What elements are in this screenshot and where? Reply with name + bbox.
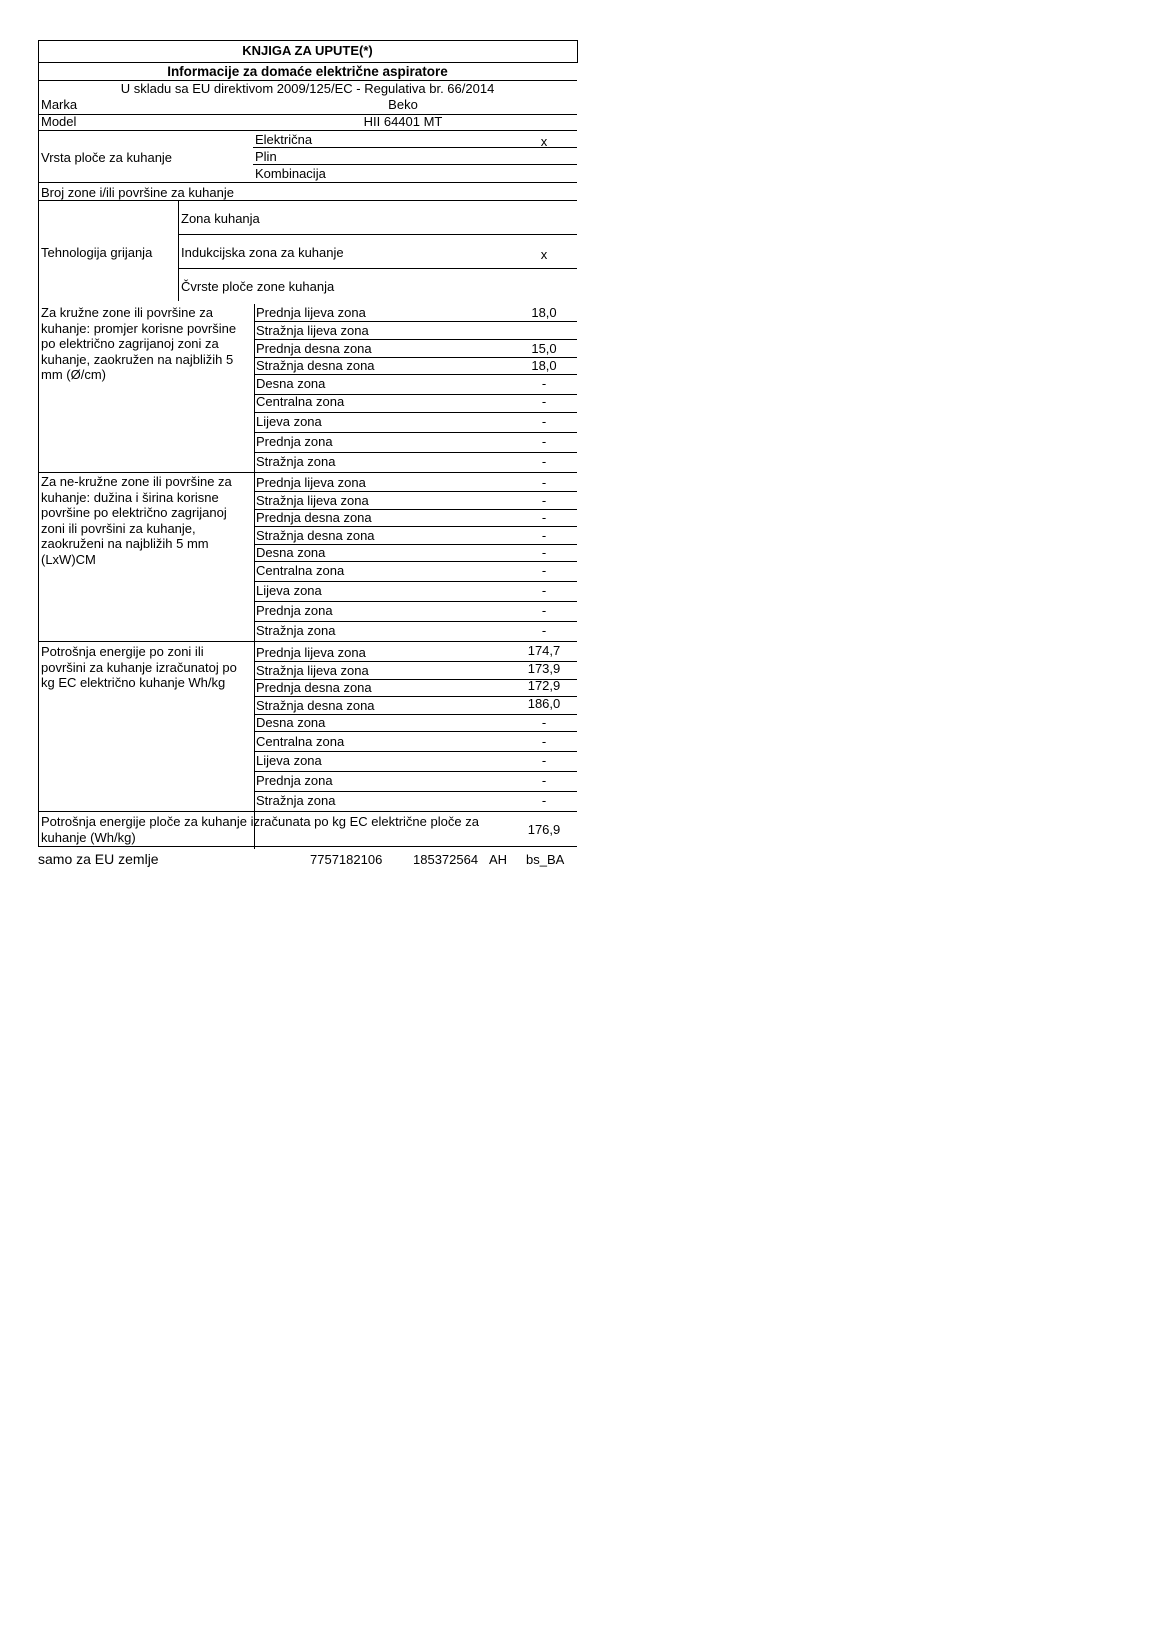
- footer-code: AH: [489, 852, 508, 867]
- directive-text: U skladu sa EU direktivom 2009/125/EC - Regulativa br. 66/2014: [120, 81, 495, 96]
- rule: [38, 641, 577, 642]
- energy-zone-label: Potrošnja energije po zoni ili površini za kuhanje izračunatoj po kg EC električno kuhanje Wh/kg: [41, 644, 237, 690]
- rule: [254, 339, 577, 340]
- zone-name: Stražnja zona: [256, 793, 336, 808]
- zone-name: Stražnja zona: [256, 623, 336, 638]
- rule: [38, 40, 39, 846]
- zone-value: -: [541, 773, 547, 788]
- zone-value: 18,0: [531, 305, 557, 320]
- footer-code: 7757182106: [310, 852, 383, 867]
- zone-value: -: [541, 603, 547, 618]
- rule: [38, 40, 577, 41]
- zone-value: -: [541, 434, 547, 449]
- zone-name: Lijeva zona: [256, 753, 322, 768]
- zone-value: -: [541, 753, 547, 768]
- rule: [38, 846, 577, 847]
- hob-type-option-label: Plin: [255, 149, 277, 164]
- rule: [254, 374, 577, 375]
- zone-name: Centralna zona: [256, 734, 345, 749]
- rule: [254, 452, 577, 453]
- zone-name: Stražnja lijeva zona: [256, 493, 369, 508]
- zone-name: Prednja desna zona: [256, 341, 372, 356]
- zone-value: -: [541, 528, 547, 543]
- rule: [254, 581, 577, 582]
- zone-value: -: [541, 793, 547, 808]
- rule: [254, 526, 577, 527]
- zone-value: -: [541, 510, 547, 525]
- zone-value: -: [541, 623, 547, 638]
- rule: [253, 164, 577, 165]
- zone-value: -: [541, 414, 547, 429]
- rule: [577, 40, 578, 63]
- footer-locale: bs_BA: [526, 852, 565, 867]
- zone-name: Stražnja desna zona: [256, 358, 375, 373]
- hob-type-option-label: Električna: [255, 132, 313, 147]
- brand-label: Marka: [41, 97, 78, 112]
- model-label: Model: [41, 114, 77, 129]
- rule: [254, 321, 577, 322]
- zone-name: Lijeva zona: [256, 583, 322, 598]
- rule: [254, 731, 577, 732]
- rule: [38, 62, 577, 63]
- rule: [254, 601, 577, 602]
- rule: [38, 811, 577, 812]
- zone-name: Desna zona: [256, 376, 326, 391]
- model-value: HII 64401 MT: [363, 114, 443, 129]
- rule: [38, 472, 577, 473]
- rule: [254, 561, 577, 562]
- zone-name: Stražnja lijeva zona: [256, 323, 369, 338]
- rule: [254, 791, 577, 792]
- rule: [254, 621, 577, 622]
- heating-tech-option-label: Indukcijska zona za kuhanje: [181, 245, 344, 260]
- zone-name: Prednja lijeva zona: [256, 305, 366, 320]
- rule: [253, 147, 577, 148]
- zone-name: Desna zona: [256, 545, 326, 560]
- zone-value: 173,9: [527, 661, 561, 676]
- rule: [254, 771, 577, 772]
- zone-name: Stražnja desna zona: [256, 698, 375, 713]
- rule: [38, 200, 577, 201]
- zone-name: Stražnja desna zona: [256, 528, 375, 543]
- zone-value: 172,9: [527, 678, 561, 693]
- zone-value: -: [541, 394, 547, 409]
- zone-name: Prednja zona: [256, 434, 333, 449]
- zone-value: 186,0: [527, 696, 561, 711]
- zone-name: Prednja zona: [256, 603, 333, 618]
- zone-value: -: [541, 493, 547, 508]
- heating-tech-option-label: Čvrste ploče zone kuhanja: [181, 279, 335, 294]
- zone-value: -: [541, 563, 547, 578]
- zone-name: Prednja desna zona: [256, 510, 372, 525]
- hob-type-option-label: Kombinacija: [255, 166, 326, 181]
- zone-value: 15,0: [531, 341, 557, 356]
- brand-value: Beko: [388, 97, 418, 112]
- rule: [254, 491, 577, 492]
- rule: [178, 268, 577, 269]
- zone-name: Stražnja lijeva zona: [256, 663, 369, 678]
- zone-value: 174,7: [527, 643, 561, 658]
- circular-zones-label: Za kružne zone ili površine za kuhanje: promjer korisne površine po električno zagrijanoj zoni za kuhanje, zaokružen na najbližih 5 mm (Ø/cm): [41, 305, 237, 382]
- rule: [254, 751, 577, 752]
- zone-count-label: Broj zone i/ili površine za kuhanje: [41, 185, 234, 200]
- zone-value: -: [541, 376, 547, 391]
- energy-total-label: Potrošnja energije ploče za kuhanje izračunata po kg EC električne ploče za kuhanje (Wh/kg): [41, 814, 479, 845]
- energy-total-value: 176,9: [527, 822, 561, 837]
- rule: [254, 412, 577, 413]
- rule: [178, 234, 577, 235]
- zone-name: Centralna zona: [256, 563, 345, 578]
- hob-type-option-value: x: [540, 134, 548, 149]
- zone-name: Centralna zona: [256, 394, 345, 409]
- zone-value: 18,0: [531, 358, 557, 373]
- zone-name: Prednja desna zona: [256, 680, 372, 695]
- footer-code: 185372564: [413, 852, 479, 867]
- zone-value: -: [541, 715, 547, 730]
- zone-value: -: [541, 475, 547, 490]
- sheet-subtitle: Informacije za domaće električne aspiratore: [167, 64, 448, 79]
- zone-name: Stražnja zona: [256, 454, 336, 469]
- zone-value: -: [541, 583, 547, 598]
- noncircular-zones-label: Za ne-kružne zone ili površine za kuhanje: dužina i širina korisne površine po električno zagrijanoj zoni ili površini za kuhanje, zaokruženi na najbližih 5 mm (LxW)CM: [41, 474, 232, 567]
- rule: [38, 114, 577, 115]
- footer-note: samo za EU zemlje: [38, 851, 159, 867]
- rule: [254, 304, 255, 849]
- zone-name: Prednja zona: [256, 773, 333, 788]
- zone-value: -: [541, 545, 547, 560]
- rule: [38, 182, 577, 183]
- zone-value: -: [541, 734, 547, 749]
- sheet-title: KNJIGA ZA UPUTE(*): [242, 43, 373, 58]
- zone-name: Lijeva zona: [256, 414, 322, 429]
- heating-tech-option-label: Zona kuhanja: [181, 211, 260, 226]
- zone-name: Prednja lijeva zona: [256, 645, 366, 660]
- rule: [38, 130, 577, 131]
- heating-tech-label: Tehnologija grijanja: [41, 245, 153, 260]
- rule: [178, 201, 179, 301]
- zone-value: -: [541, 454, 547, 469]
- rule: [254, 432, 577, 433]
- heating-tech-option-value: x: [540, 247, 548, 262]
- zone-name: Desna zona: [256, 715, 326, 730]
- zone-name: Prednja lijeva zona: [256, 475, 366, 490]
- hob-type-label: Vrsta ploče za kuhanje: [41, 150, 173, 165]
